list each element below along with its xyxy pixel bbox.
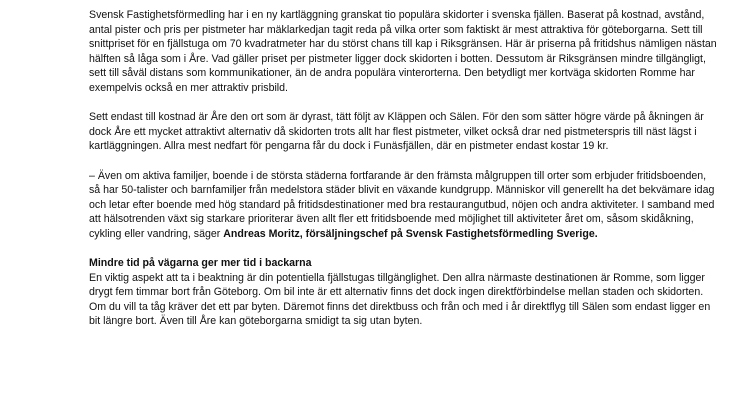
quote-text: – Även om aktiva familjer, boende i de största städerna fortfarande är den främsta målgruppen till orter som erbjuder fritidsboenden, så har 50-talister och barnfamiljer från medelstora städer blivit en växande kundgrupp. Människor vill generellt ha det bekvämare idag och letar efter boende med hög standard på fritidsdestinationer med bra restaurangutbud, nöjen och andra aktiviteter. I samband med att hälsotrenden växt sig starkare prioriterar även allt fler ett fritidsboende med möjlighet till aktiviteter året om, såsom skidåkning, cykling eller vandring, säger <box>89 169 715 240</box>
intro-paragraph: Svensk Fastighetsförmedling har i en ny kartläggning granskat tio populära skidorter i svenska fjällen. Baserat på kostnad, avstånd, antal pister och pris per pistmeter har mäklarkedjan tagit reda på vilka orter som faktiskt är mest attraktiva för göteborgarna. Sett till snittpriset för en fjällstuga om 70 kvadratmeter har du störst chans till kap i Riksgränsen. Här är priserna på fritidshus nämligen nästan hälften så låga som i Åre. Vad gäller priset per pistmeter ligger dock skidorten i botten. Dessutom är Riksgränsen mindre tillgängligt, sett till såväl distans som kommunikationer, än de andra populära vinterorterna. Den betydligt mer kortväga skidorten Romme har exempelvis också en mer attraktiv prisbild. <box>89 9 717 94</box>
article-body <box>89 8 719 329</box>
section-heading: Mindre tid på vägarna ger mer tid i backarna <box>89 257 312 270</box>
quote-paragraph <box>89 169 719 242</box>
accessibility-paragraph: En viktig aspekt att ta i beaktning är din potentiella fjällstugas tillgänglighet. Den allra närmaste destinationen är Romme, som ligger drygt fem timmar bort från Göteborg. Om bil inte är ett alternativ finns det dock ingen direktförbindelse mellan staden och skidorten. Om du vill ta tåg kräver det ett par byten. Däremot finns det direktbuss och från och med i år direktflyg till Sälen som endast ligger en bit längre bort. Även till Åre kan göteborgarna smidigt ta sig utan byten. <box>89 271 711 328</box>
quote-attribution: Andreas Moritz, försäljningschef på Svensk Fastighetsförmedling Sverige. <box>223 227 598 240</box>
cost-paragraph: Sett endast till kostnad är Åre den ort som är dyrast, tätt följt av Kläppen och Sälen. För den som sätter högre värde på åkningen är dock Åre ett mycket attraktivt alternativ då skidorten trots allt har flest pistmeter, vilket också drar ned pistmeterspris till näst lägst i kartläggningen. Allra mest nedfart för pengarna får du dock i Funäsfjällen, där en pistmeter endast kostar 19 kr. <box>89 111 704 153</box>
